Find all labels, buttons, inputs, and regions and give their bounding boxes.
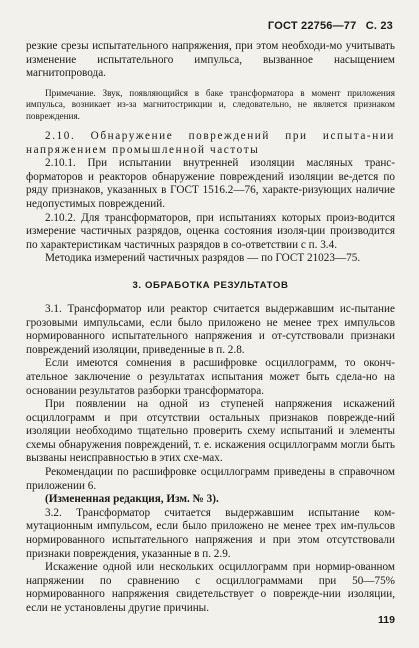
paragraph: 2.10.1. При испытании внутренней изоляции масляных транс-форматоров и реакторов обнаружение повреждений изоляции ве-дется по ряду признаков, указанных в ГОСТ 1516.2—76, характе-ризующих наличие недопустимых повреждений. [26,157,395,210]
header-page-number: С. 23 [365,20,393,32]
paragraph: Искажение одной или нескольких осциллограмм при нормир-ованном напряжении по сравнению с осциллограммами при 50—75% нормированного напряжения свидетельствует о поврежде-нии изоляции, если не установлены другие причины. [26,561,395,614]
section-title: 3. ОБРАБОТКА РЕЗУЛЬТАТОВ [132,279,289,291]
paragraph: Рекомендации по расшифровке осциллограмм приведены в справочном приложении 6. [26,466,395,492]
paragraph: 3.1. Трансформатор или реактор считается выдержавшим ис-пытание грозовыми импульсами, если было приложено не менее трех импульсов нормированного испытательного напряжения и от-сутствовали признаки повреждений изоляции, приведенные в п. 2.8. [26,302,395,356]
amendment-note: (Измененная редакция, Изм. № 3). [45,493,219,506]
paragraph: Если имеются сомнения в расшифровке осциллограмм, то оконч-ательное заключение о результатах испытания может быть сдела-но на основании результатов разборки трансформатора. [26,357,395,397]
paragraph: резкие срезы испытательного напряжения, при этом необходи-мо учитывать изменение испытательного импульса, вызванное насыщением магнитопровода. [26,40,395,80]
paragraph: 2.10.2. Для трансформаторов, при испытаниях которых произ-водится измерение частичных разрядов, оценка состояния изоля-ции производится по характеристикам частичных разрядов в со-ответствии с п. 3.4. [26,211,395,251]
paragraph: При появлении на одной из ступеней напряжения искажений осциллограмм и при отсутствии остальных признаков поврежде-ний изоляции необходимо тщательно проверить схему испытаний и элементы схемы обнаружения повреждений, т. е. искажения осциллограмм могли быть вызваны неисправностью в этих схе-мах. [26,398,395,465]
paragraph: Методика измерений частичных разрядов — по ГОСТ 21023—75. [45,252,361,265]
standard-number: ГОСТ 22756—77 [267,20,357,32]
page-header [262,20,393,32]
page-number: 119 [378,614,395,626]
subsection-heading: 2.10. Обнаружение повреждений при испыта-нии напряжением промышленной частоты [26,130,395,156]
page-body [26,40,395,616]
note-paragraph: Примечание. Звук, появляющийся в баке трансформатора в момент приложения импульса, возникает из-за магнитострикции и, следовательно, не является признаком повреждения. [26,87,395,121]
paragraph: 3.2. Трансформатор считается выдержавшим испытание ком-мутационным импульсом, если было приложено не менее трех им-пульсов нормированного испытательного напряжения и при этом отсутствовали признаки повреждения, указанные в п. 2.9. [26,506,395,560]
